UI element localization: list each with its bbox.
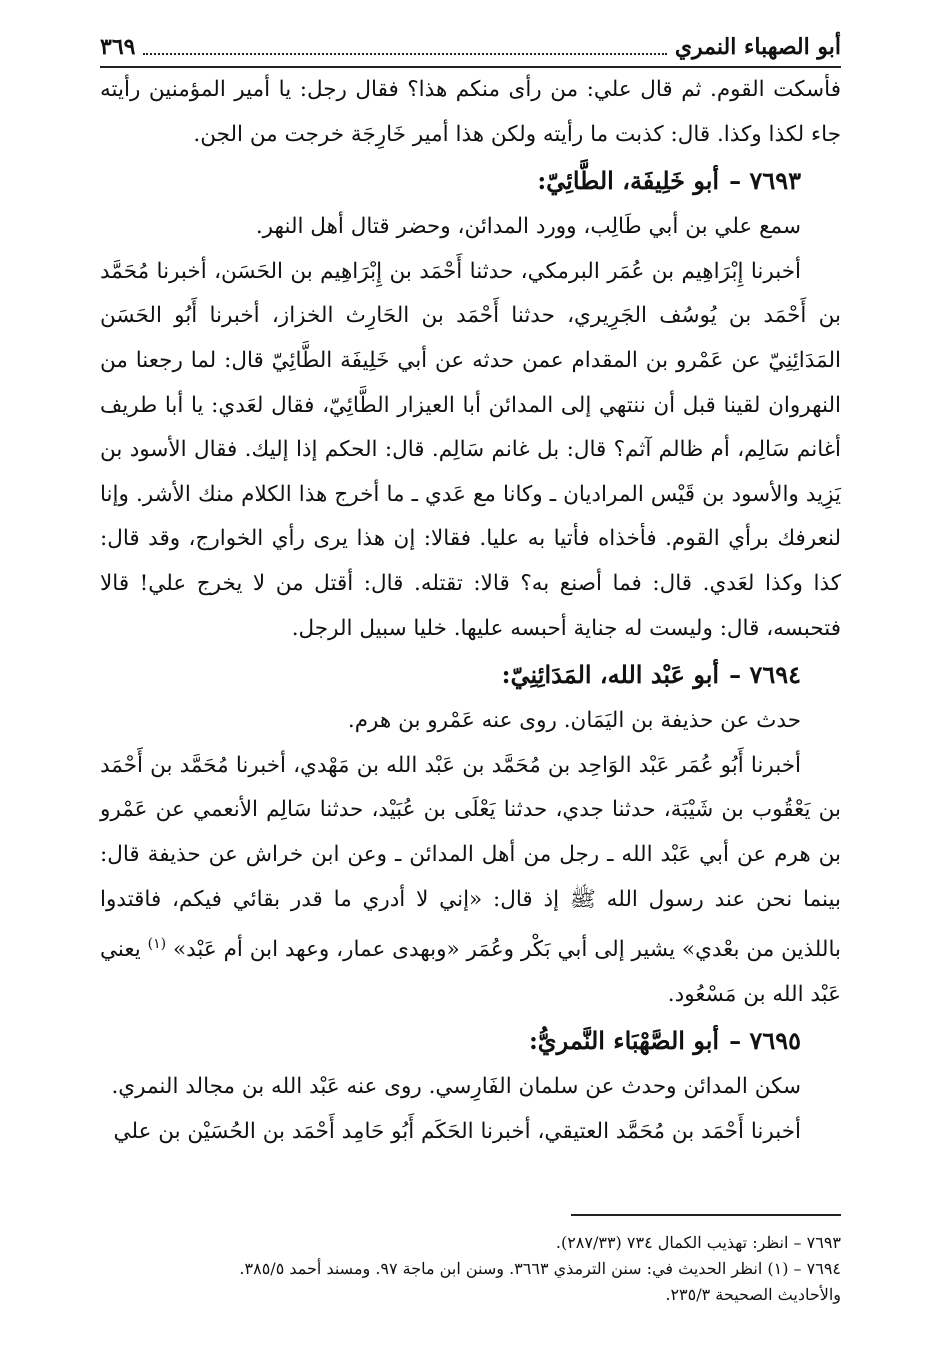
paragraph: سمع علي بن أبي طَالِب، وورد المدائن، وحضر قتال أهل النهر.	[255, 214, 801, 240]
footnote: ٧٦٩٣ – انظر: تهذيب الكمال ٧٣٤ (٢٨٧/٣٣).	[555, 1233, 841, 1252]
footnote-separator	[571, 1214, 841, 1216]
paragraph: أخبرنا أَحْمَد بن مُحَمَّد العتيقي، أخبرنا الحَكَم أَبُو حَامِد أَحْمَد بن الحُسَيْن بن علي	[113, 1119, 801, 1145]
paragraph	[100, 744, 841, 1018]
running-head-title: أبو الصهباء النمري	[674, 34, 841, 60]
paragraph-text: أخبرنا أَبُو عُمَر عَبْد الوَاحِد بن مُحَمَّد بن عَبْد الله بن مَهْدي، أخبرنا مُحَمَّد بن أَحْمَد بن يَعْقُوب بن شَيْبَة، حدثنا جدي، حدثنا يَعْلَى بن عُبَيْد، حدثنا سَالِم الأنعمي عن عَمْرو بن هرم عن أبي عَبْد الله ـ رجل من أهل المدائن ـ وعن ابن خراش عن حذيفة قال: بينما نحن عند رسول الله ﷺ إذ قال: «إني لا أدري ما قدر بقائي فيكم، فاقتدوا باللذين من بعْدي» يشير إلى أبي بَكْر وعُمَر «وبهدى عمار، وعهد ابن أم عَبْد»	[100, 752, 841, 963]
running-head	[100, 30, 841, 68]
entry-title: أبو خَلِيفَة، الطَّائِيّ:	[537, 166, 720, 196]
entry-number: ٧٦٩٤ –	[729, 660, 801, 690]
entry-heading-7693	[100, 159, 841, 203]
footnote: والأحاديث الصحيحة ٢٣٥/٣.	[665, 1285, 841, 1304]
footnote-reference: (١)	[147, 936, 167, 953]
paragraph-text: يعني عَبْد الله بن مَسْعُود.	[100, 937, 841, 1007]
entry-number: ٧٦٩٥ –	[729, 1026, 801, 1056]
paragraph: سكن المدائن وحدث عن سلمان الفَارِسي. روى عنه عَبْد الله بن مجالد النمري.	[111, 1074, 801, 1100]
entry-title: أبو الصَّهْبَاء النَّمريُّ:	[528, 1026, 720, 1056]
paragraph: فأسكت القوم. ثم قال علي: من رأى منكم هذا؟ فقال رجل: يا أمير المؤمنين رأيته جاء لكذا وكذا. قال: كذبت ما رأيته ولكن هذا أمير خَارِجَة خرجت من الجن.	[100, 77, 841, 147]
entry-title: أبو عَبْد الله، المَدَائِنِيّ:	[501, 660, 720, 690]
footnote: ٧٦٩٤ – (١) انظر الحديث في: سنن الترمذي ٣٦٦٣. وسنن ابن ماجة ٩٧. ومسند أحمد ٣٨٥/٥.	[239, 1259, 841, 1278]
entry-heading-7695	[100, 1019, 841, 1063]
paragraph: حدث عن حذيفة بن اليَمَان. روى عنه عَمْرو بن هرم.	[347, 708, 801, 734]
entry-number: ٧٦٩٣ –	[729, 166, 801, 196]
footnotes	[100, 1214, 841, 1308]
paragraph: أخبرنا إِبْرَاهِيم بن عُمَر البرمكي، حدثنا أَحْمَد بن إِبْرَاهِيم بن الحَسَن، أخبرنا مُحَمَّد بن أَحْمَد بن يُوسُف الجَرِيري، حدثنا أَحْمَد بن الحَارِث الخزاز، أخبرنا أَبُو الحَسَن المَدَائِنِيّ عن عَمْرو بن المقدام عمن حدثه عن أبي خَلِيفَة الطَّائِيّ قال: لما رجعنا من النهروان لقينا قبل أن ننتهي إلى المدائن أبا العيزار الطَّائِيّ، فقال لعَدي: يا أبا طريف أغانم سَالِم، أم ظالم آثم؟ قال: بل غانم سَالِم. قال: الحكم إذا إليك. فقال الأسود بن يَزِيد والأسود بن قَيْس المراديان ـ وكانا مع عَدي ـ ما أخرج هذا الكلام منك الأشر. وإنا لنعرفك برأي القوم. فأخذاه فأتيا به عليا. فقالا: إن هذا يرى رأي الخوارج، وقد قال: كذا وكذا لعَدي. قال: فما أصنع به؟ قالا: تقتله. قال: أقتل من لا يخرج علي! قالا فتحبسه، قال: وليست له جناية أحبسه عليها. خليا سبيل الرجل.	[100, 258, 841, 641]
entry-heading-7694	[100, 653, 841, 697]
leader-dots	[143, 53, 666, 55]
page-number: ٣٦٩	[100, 34, 136, 60]
main-text	[100, 68, 841, 1155]
